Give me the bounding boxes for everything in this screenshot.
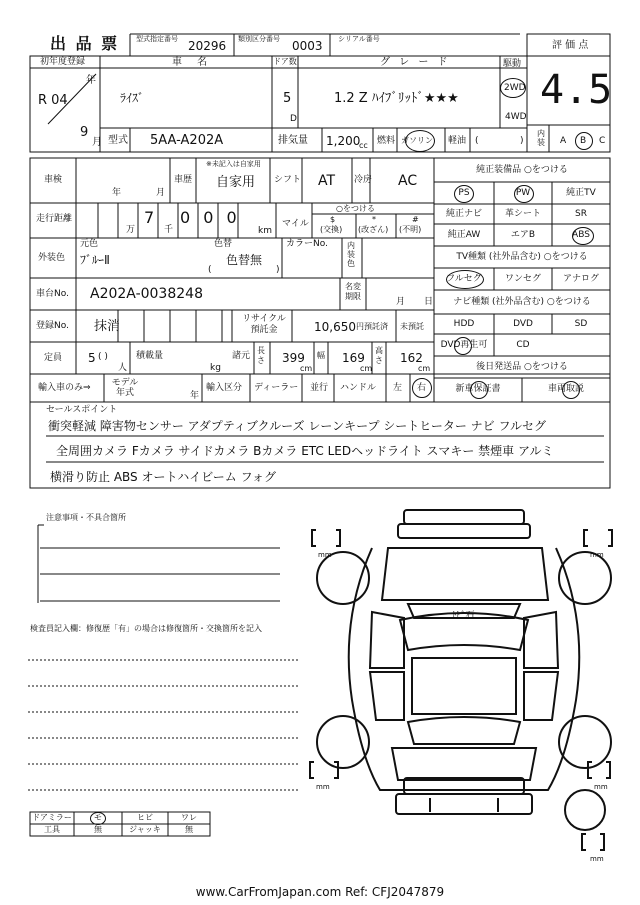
orig-color-label: 元色	[80, 239, 99, 249]
displacement-value: 1,200	[326, 134, 361, 148]
chassis-label: 車台No.	[36, 289, 69, 299]
tools-label: 工具	[44, 825, 60, 834]
equip-ps-circle	[454, 185, 474, 203]
first-reg-label: 初年度登録	[40, 57, 86, 67]
interior-label: 内装	[537, 129, 545, 147]
first-reg-year: R 04	[38, 93, 68, 108]
width-label: 幅	[317, 351, 325, 360]
shaken-month-unit: 月	[156, 188, 166, 198]
navi-dvd: DVD	[513, 319, 533, 329]
equip-pw-circle	[514, 185, 534, 203]
expiry-month: 月	[396, 297, 406, 307]
type-label: 型式	[108, 135, 128, 146]
fuel-paren-open: (	[475, 136, 479, 146]
later-manual: 車両取説	[547, 384, 584, 394]
car-name-value: ﾗｲｽﾞ	[120, 91, 145, 105]
height-unit: cm	[418, 364, 431, 373]
right-label: 右	[417, 383, 427, 393]
recycle-unit: 円預託済	[356, 322, 388, 331]
shift-value: AT	[318, 173, 336, 189]
diagram-mark-stone-chip: ﾄﾋﾞ石	[452, 611, 475, 621]
sales-point-label: セールスポイント	[46, 405, 118, 415]
shaken-label: 車検	[44, 175, 63, 185]
color-label: 外装色	[38, 253, 66, 263]
interior-b-circle	[575, 132, 593, 150]
model-year-label: モデル年式	[111, 378, 139, 398]
length-unit: cm	[300, 364, 313, 373]
repaint-paren-open: (	[208, 265, 212, 275]
tv-fullseg-circle	[446, 270, 484, 289]
equip-genuine-navi: 純正ナビ	[445, 209, 482, 219]
fuel-gasoline-circle	[405, 130, 435, 152]
interior-color-label: 内装色	[347, 241, 355, 268]
sales-point-line-1: 衝突軽減 障害物センサー アダプティブクルーズ レーンキープ シートヒーター ナビ フルセグ	[48, 419, 546, 433]
form-title: 出 品 票	[50, 34, 120, 53]
mileage-digit: 7	[144, 208, 155, 227]
category-label: 類別区分番号	[238, 35, 280, 43]
doors-suffix: D	[290, 114, 297, 124]
later-warranty-circle	[470, 381, 488, 399]
meter-dollar: $	[330, 215, 336, 224]
mm-front-right: mm	[590, 551, 604, 559]
serial-label: シリアル番号	[338, 35, 380, 43]
tv-analog: アナログ	[562, 274, 599, 284]
recycle-label: リサイクル預託金	[242, 314, 286, 335]
color-no-label: カラーNo.	[286, 239, 328, 249]
model-year-unit: 年	[190, 391, 200, 401]
drive-label: 駆動	[503, 59, 522, 69]
fuel-paren-close: )	[520, 136, 524, 146]
caution-label: 注意事項・不具合箇所	[46, 513, 126, 522]
navi-hdd: HDD	[453, 319, 475, 329]
import-class-label: 輸入区分	[206, 383, 243, 393]
rating-score: 4.5	[540, 67, 613, 113]
equip-genuine-tv: 純正TV	[566, 188, 596, 198]
meter-star: *	[372, 215, 376, 224]
left-label: 左	[393, 383, 403, 393]
width-value: 169	[342, 351, 365, 365]
mileage-man: 万	[126, 225, 136, 235]
shift-label: シフト	[274, 175, 302, 185]
tv-title: TV種類 (社外品含む) ○をつける	[456, 252, 588, 262]
equip-ps: PS	[458, 188, 470, 198]
crack-label: ヒビ	[137, 813, 153, 822]
mile-label: マイル	[282, 219, 309, 229]
meter-exchange: (交換)	[320, 225, 343, 234]
capacity-unit: 人	[118, 363, 128, 373]
capacity-label: 定員	[44, 353, 63, 363]
equip-abs-circle	[572, 227, 594, 245]
load-unit: kg	[210, 363, 221, 373]
type-value: 5AA-A202A	[150, 133, 224, 148]
history-note: ※未記入は自家用	[206, 160, 261, 168]
orig-color-value: ﾌﾞﾙｰⅡ	[80, 253, 110, 267]
first-reg-month-unit: 月	[92, 137, 102, 148]
jack-value: 無	[185, 825, 193, 834]
mm-spare: mm	[590, 855, 604, 863]
height-value: 162	[400, 351, 423, 365]
right-handle-circle	[412, 378, 432, 398]
equip-genuine-aw: 純正AW	[447, 230, 481, 240]
width-unit: cm	[360, 364, 373, 373]
mirror-label: ドアミラー	[32, 813, 72, 822]
jack-label: ジャッキ	[129, 825, 161, 834]
cooler-label: 冷房	[354, 175, 373, 185]
fuel-label: 燃料	[377, 136, 396, 146]
mirror-value-circle	[90, 812, 106, 825]
inspector-label: 検査員記入欄：修復歴「有」の場合は修復箇所・交換箇所を記入	[30, 624, 262, 633]
equip-abs: ABS	[572, 230, 590, 240]
fuel-diesel: 軽油	[448, 136, 467, 146]
load-label: 積載量	[136, 351, 164, 361]
first-reg-month: 9	[80, 125, 89, 140]
capacity-paren: ( )	[98, 352, 108, 362]
drive-4wd: 4WD	[505, 112, 527, 122]
tv-fullseg: フルセグ	[446, 274, 482, 284]
interior-c: C	[599, 136, 606, 146]
navi-cd: CD	[516, 340, 530, 350]
mm-rear-right: mm	[594, 783, 608, 791]
history-label: 車歴	[174, 175, 193, 185]
mm-front-left: mm	[318, 551, 332, 559]
cooler-value: AC	[398, 173, 418, 189]
expiry-label: 名変期限	[345, 282, 361, 301]
break-label: ワレ	[181, 813, 197, 822]
meter-unknown: (不明)	[399, 225, 422, 234]
capacity-value: 5	[88, 351, 96, 365]
meter-altered: (改ざん)	[358, 225, 389, 234]
later-manual-circle	[562, 381, 580, 399]
length-label: 長さ	[257, 346, 265, 365]
recycle-value: 10,650	[314, 320, 356, 334]
drive-2wd-circle	[500, 78, 526, 98]
genuine-title: 純正装備品 ○をつける	[476, 165, 568, 175]
tools-value: 無	[94, 825, 102, 834]
mileage-sen: 千	[164, 225, 174, 235]
plate-label: 登録No.	[36, 321, 69, 331]
equip-airbag: エアB	[510, 230, 536, 240]
repaint-value: 色替無	[226, 253, 263, 267]
equip-leather-seat: 革シート	[504, 209, 541, 219]
length-value: 399	[282, 351, 305, 365]
model-designation-label: 型式指定番号	[136, 35, 178, 43]
doors-value: 5	[283, 91, 292, 106]
history-value: 自家用	[216, 175, 256, 190]
later-warranty: 新車保証書	[455, 384, 501, 394]
dims-label: 諸元	[232, 351, 251, 361]
model-designation-value: 20296	[188, 39, 227, 53]
sales-point-line-3: 横滑り防止 ABS オートハイビーム フォグ	[50, 470, 276, 484]
repaint-label: 色替	[214, 239, 233, 249]
grade-value: 1.2 Z ﾊｲﾌﾞﾘｯﾄﾞ★★★	[334, 91, 459, 106]
displacement-label: 排気量	[278, 135, 308, 146]
height-label: 高さ	[375, 346, 383, 365]
interior-b: B	[580, 136, 587, 146]
navi-sd: SD	[574, 319, 588, 329]
first-reg-year-unit: 年	[86, 75, 96, 86]
meter-note: ○をつける	[336, 204, 375, 213]
fuel-gasoline: ガソリン	[401, 136, 433, 145]
chassis-value: A202A-0038248	[90, 286, 203, 302]
repaint-paren-close: )	[276, 265, 280, 275]
mileage-000: 0 0 0	[180, 208, 241, 227]
sales-point-line-2: 全周囲カメラ Fカメラ サイドカメラ Bカメラ ETC LEDヘッドライト スマキー 禁煙車 アルミ	[56, 444, 554, 458]
interior-a: A	[560, 136, 567, 146]
meter-hash: #	[412, 215, 419, 224]
dealer-label: ディーラー	[254, 383, 299, 393]
footer-watermark: www.CarFromJapan.com Ref: CFJ2047879	[195, 885, 445, 899]
parallel-label: 並行	[310, 383, 329, 393]
shaken-year-unit: 年	[112, 188, 122, 198]
navi-dvd-playback: DVD再生可	[440, 340, 488, 350]
equip-pw: PW	[515, 188, 531, 198]
navi-dvd-playback-circle	[454, 337, 472, 355]
doors-label: ドア数	[273, 57, 297, 66]
expiry-day: 日	[424, 297, 434, 307]
plate-value: 抹消	[94, 319, 121, 334]
drive-2wd: 2WD	[504, 83, 526, 93]
mileage-km: km	[258, 226, 272, 236]
category-value: 0003	[292, 39, 323, 53]
later-title: 後日発送品 ○をつける	[476, 362, 568, 372]
recycle-unpaid: 未預託	[400, 322, 424, 331]
mileage-label: 走行距離	[36, 214, 73, 224]
displacement-unit: cc	[359, 141, 368, 150]
tv-oneseg: ワンセグ	[504, 274, 541, 284]
navi-title: ナビ種類 (社外品含む) ○をつける	[453, 297, 591, 307]
import-label: 輸入車のみ⇒	[38, 383, 91, 393]
mirror-value: モ	[94, 813, 102, 822]
mm-rear-left: mm	[316, 783, 330, 791]
equip-sr: SR	[575, 209, 587, 219]
rating-label: 評 価 点	[552, 40, 589, 51]
grade-label: グ レ ー ド	[380, 57, 451, 68]
car-name-label: 車 名	[172, 57, 214, 68]
handle-label: ハンドル	[340, 383, 377, 393]
